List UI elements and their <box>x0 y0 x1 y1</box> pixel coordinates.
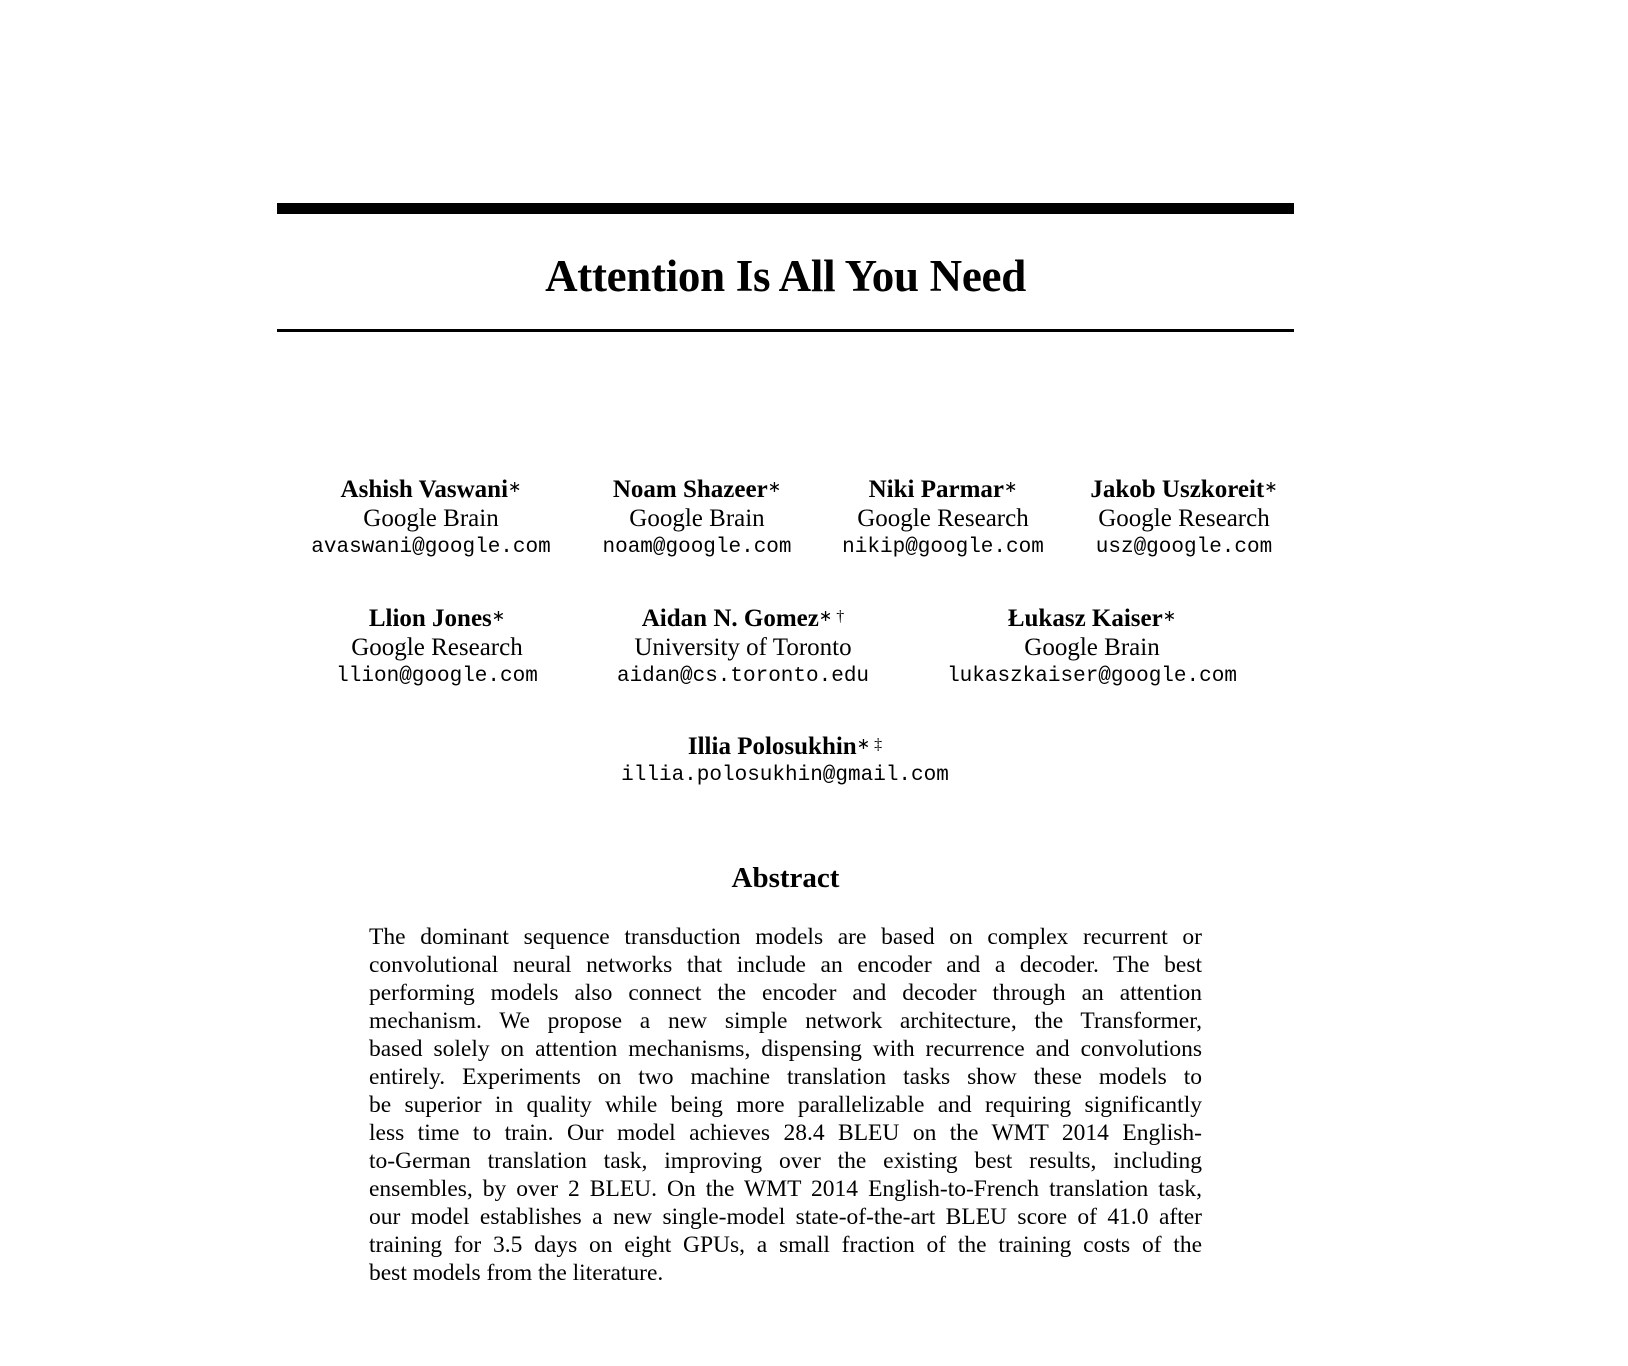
author-affiliation: Google Brain <box>363 505 499 532</box>
author-email: noam@google.com <box>602 536 792 559</box>
abstract-line: training for 3.5 days on eight GPUs, a small fraction of the training costs of the <box>369 1232 1202 1258</box>
author-footnote-marks: ∗ <box>491 608 506 625</box>
author-block <box>602 475 791 562</box>
author-block <box>617 604 869 691</box>
paper-title: Attention Is All You Need <box>545 251 1026 301</box>
abstract-line: to-German translation task, improving over the existing best results, including <box>369 1148 1202 1174</box>
abstract-line: our model establishes a new single-model state-of-the-art BLEU score of 41.0 after <box>369 1204 1202 1230</box>
abstract-heading: Abstract <box>731 862 840 894</box>
author-email: illia.polosukhin@gmail.com <box>621 764 949 787</box>
author-name: Noam Shazeer <box>612 476 768 503</box>
author-name: Llion Jones <box>368 605 492 632</box>
title-bottom-rule <box>277 329 1294 332</box>
author-affiliation: Google Brain <box>629 505 765 532</box>
abstract-body <box>369 923 1202 1287</box>
author-block <box>947 604 1237 691</box>
title-top-rule <box>277 203 1294 214</box>
author-footnote-marks: ∗ † <box>818 608 845 625</box>
author-name: Niki Parmar <box>868 476 1004 503</box>
abstract-line: mechanism. We propose a new simple network architecture, the Transformer, <box>369 1008 1202 1034</box>
author-block <box>842 475 1044 562</box>
author-email: lukaszkaiser@google.com <box>947 665 1237 688</box>
author-block <box>621 732 949 790</box>
author-name: Illia Polosukhin <box>687 733 857 760</box>
author-footnote-marks: ∗ <box>1003 479 1018 496</box>
author-footnote-marks: ∗ <box>508 479 522 496</box>
author-name: Łukasz Kaiser <box>1007 605 1163 632</box>
abstract-line: less time to train. Our model achieves 28.4 BLEU on the WMT 2014 English- <box>369 1120 1202 1146</box>
author-block <box>1090 475 1277 562</box>
author-footnote-marks: ∗ <box>1162 608 1177 625</box>
abstract-line: entirely. Experiments on two machine translation tasks show these models to <box>369 1064 1202 1090</box>
abstract-line: ensembles, by over 2 BLEU. On the WMT 2014 English-to-French translation task, <box>369 1176 1202 1202</box>
author-name: Jakob Uszkoreit <box>1090 476 1265 503</box>
abstract-line: best models from the literature. <box>369 1260 664 1286</box>
author-affiliation: Google Research <box>351 634 523 661</box>
author-email: aidan@cs.toronto.edu <box>616 665 870 688</box>
abstract-line: The dominant sequence transduction models are based on complex recurrent or <box>369 924 1202 950</box>
author-block <box>311 475 550 562</box>
author-footnote-marks: ∗ <box>767 479 782 496</box>
abstract-line: be superior in quality while being more parallelizable and requiring significantly <box>369 1092 1202 1118</box>
author-footnote-marks: ∗ ‡ <box>856 736 883 753</box>
author-affiliation: Google Brain <box>1024 634 1160 661</box>
author-affiliation: Google Research <box>1098 505 1270 532</box>
author-name: Ashish Vaswani <box>340 476 509 503</box>
author-email: avaswani@google.com <box>311 536 551 559</box>
abstract-line: based solely on attention mechanisms, dispensing with recurrence and convolutions <box>369 1036 1202 1062</box>
abstract-line: performing models also connect the encoder and decoder through an attention <box>369 980 1202 1006</box>
author-affiliation: Google Research <box>857 505 1029 532</box>
author-name: Aidan N. Gomez <box>641 605 819 632</box>
author-affiliation: University of Toronto <box>634 634 852 661</box>
author-block <box>336 604 538 691</box>
author-email: nikip@google.com <box>842 536 1044 559</box>
author-footnote-marks: ∗ <box>1264 479 1278 496</box>
abstract-line: convolutional neural networks that include an encoder and a decoder. The best <box>369 952 1202 978</box>
author-email: usz@google.com <box>1095 536 1273 559</box>
author-email: llion@google.com <box>336 665 538 688</box>
